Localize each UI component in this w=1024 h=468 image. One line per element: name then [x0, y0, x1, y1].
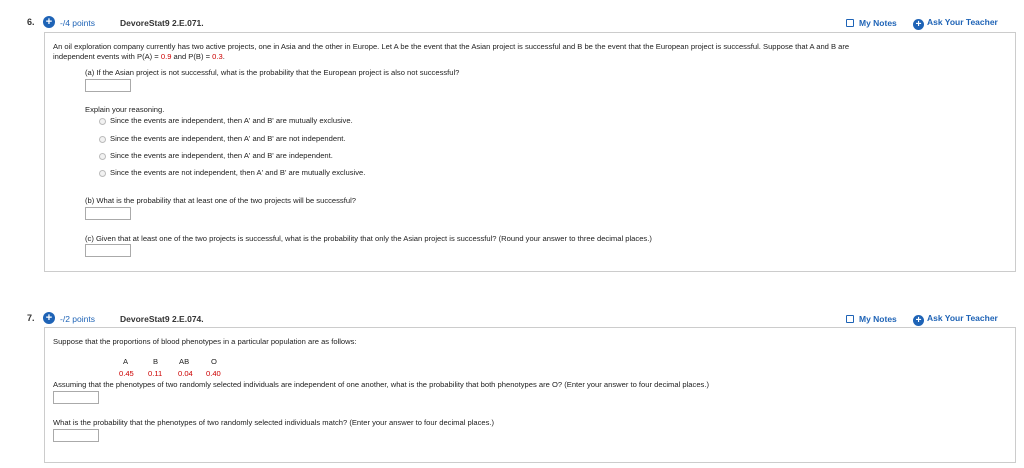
- expand-points-icon[interactable]: +: [43, 16, 55, 28]
- plus-icon: +: [913, 315, 924, 326]
- question-id: DevoreStat9 2.E.071.: [120, 18, 204, 28]
- option-radio[interactable]: [99, 118, 106, 125]
- ask-teacher-button[interactable]: [913, 17, 998, 30]
- answer-input-b[interactable]: [85, 207, 131, 220]
- part-b-text: What is the probability that the phenotypes of two randomly selected individuals match? (Enter your answer to four decimal places.): [53, 418, 495, 427]
- option-label: Since the events are independent, then A' and B' are independent.: [110, 151, 333, 160]
- part-a-text: Assuming that the phenotypes of two randomly selected individuals are independent of one another, what is the probability that both phenotypes are O? (Enter your answer to four decimal places.): [53, 380, 709, 389]
- my-notes-label: My Notes: [859, 314, 897, 324]
- question-7-panel: [44, 327, 1016, 463]
- table-header: O: [211, 357, 217, 366]
- points-label: -/4 points: [60, 18, 95, 28]
- answer-input-b[interactable]: [53, 429, 99, 442]
- ask-teacher-label: Ask Your Teacher: [927, 313, 998, 323]
- my-notes-button[interactable]: [846, 314, 897, 324]
- question-text: An oil exploration company currently has two active projects, one in Asia and the other in Europe. Let A be the event that the Asian project is successful and B be the event that the European project is successful. Suppose that A and B are: [53, 42, 850, 51]
- question-text: Suppose that the proportions of blood phenotypes in a particular population are as follows:: [53, 337, 357, 346]
- option-label: Since the events are not independent, then A' and B' are mutually exclusive.: [110, 168, 366, 177]
- notes-icon: [846, 315, 854, 323]
- given-value: 0.3: [212, 52, 223, 61]
- answer-input-a[interactable]: [85, 79, 131, 92]
- option-radio[interactable]: [99, 136, 106, 143]
- table-header: B: [153, 357, 159, 366]
- part-c-text: (c) Given that at least one of the two projects is successful, what is the probability that only the Asian project is successful? (Round your answer to three decimal places.): [85, 234, 652, 243]
- table-value: 0.04: [178, 369, 193, 378]
- option-radio[interactable]: [99, 153, 106, 160]
- table-header: AB: [179, 357, 190, 366]
- table-value: 0.40: [206, 369, 221, 378]
- explain-label: Explain your reasoning.: [85, 105, 165, 114]
- plus-icon: +: [913, 19, 924, 30]
- table-header: A: [123, 357, 129, 366]
- answer-input-c[interactable]: [85, 244, 131, 257]
- ask-teacher-button[interactable]: [913, 313, 998, 326]
- option-radio[interactable]: [99, 170, 106, 177]
- expand-points-icon[interactable]: +: [43, 312, 55, 324]
- question-id: DevoreStat9 2.E.074.: [120, 314, 204, 324]
- notes-icon: [846, 19, 854, 27]
- answer-input-a[interactable]: [53, 391, 99, 404]
- table-value: 0.11: [148, 369, 163, 378]
- question-text-line2: [53, 52, 225, 62]
- part-b-text: (b) What is the probability that at least one of the two projects will be successful?: [85, 196, 356, 205]
- text: .: [222, 52, 225, 61]
- option-label: Since the events are independent, then A' and B' are mutually exclusive.: [110, 116, 353, 125]
- question-number: 6.: [27, 17, 35, 27]
- part-a-text: (a) If the Asian project is not successful, what is the probability that the European project is also not successful?: [85, 68, 460, 77]
- points-label: -/2 points: [60, 314, 95, 324]
- text: and P(B) =: [171, 52, 213, 61]
- table-value: 0.45: [119, 369, 134, 378]
- question-6-panel: [44, 32, 1016, 272]
- question-number: 7.: [27, 313, 35, 323]
- my-notes-button[interactable]: [846, 18, 897, 28]
- my-notes-label: My Notes: [859, 18, 897, 28]
- text: independent events with P(A) =: [53, 52, 161, 61]
- ask-teacher-label: Ask Your Teacher: [927, 17, 998, 27]
- option-label: Since the events are independent, then A' and B' are not independent.: [110, 134, 346, 143]
- given-value: 0.9: [160, 52, 172, 61]
